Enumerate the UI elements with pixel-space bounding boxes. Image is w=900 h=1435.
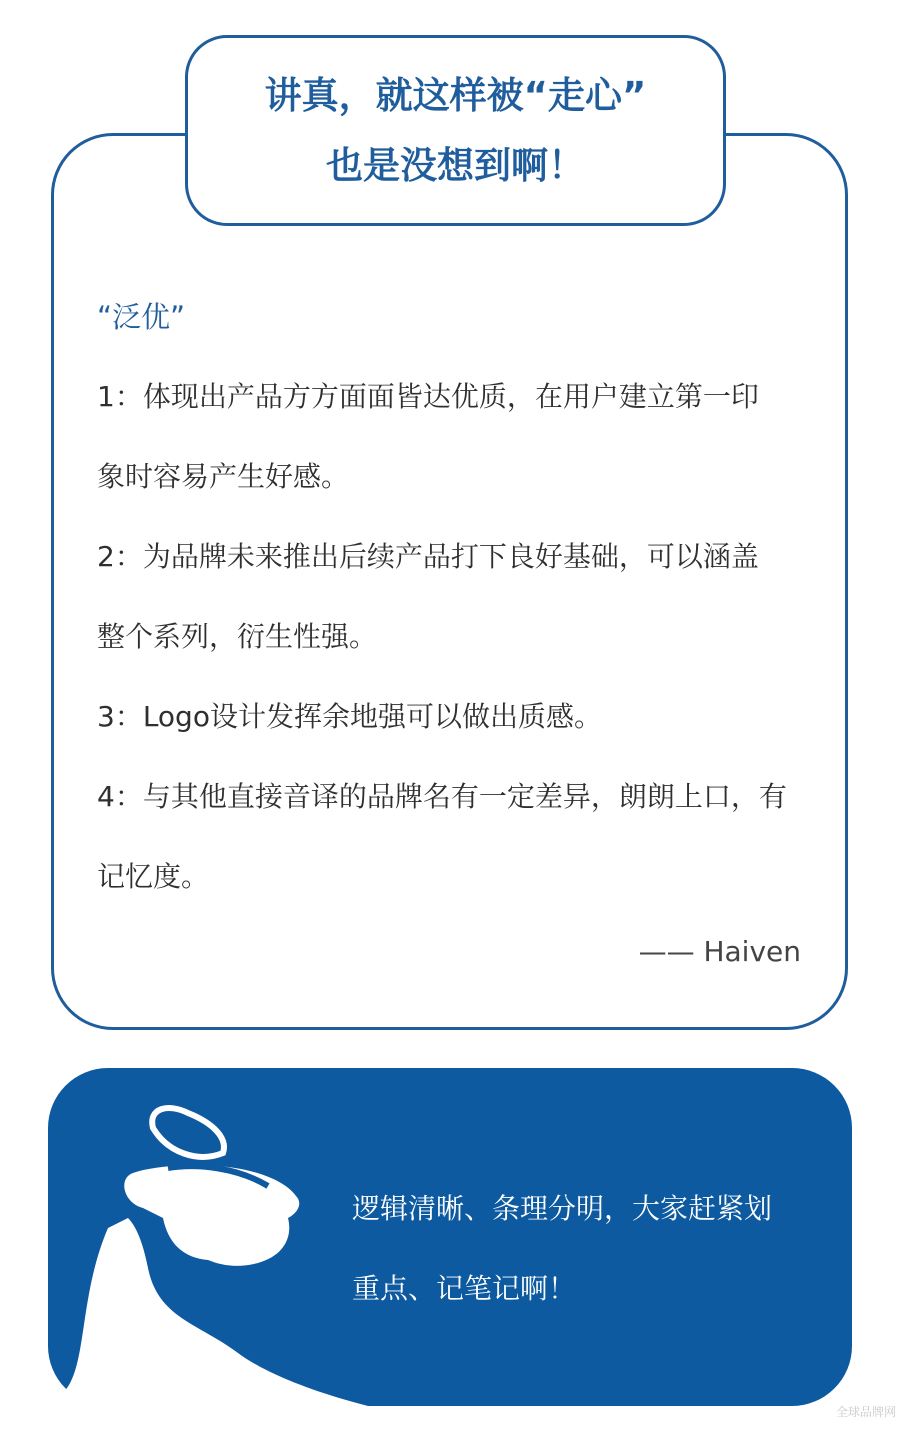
watermark: 全球品牌网 [836,1405,897,1419]
signature: —— Haiven [638,935,801,968]
paragraph-line: 记忆度。 [97,860,210,893]
paragraph-line: 象时容易产生好感。 [97,460,350,493]
banner-line-2: 重点、记笔记啊！ [352,1272,577,1305]
content-card [51,133,848,1030]
title-line-2: 也是没想到啊！ [326,143,585,187]
banner-line-1: 逻辑清晰、条理分明，大家赶紧划 [352,1192,773,1225]
paragraph-line: 1：体现出产品方方面面皆达优质，在用户建立第一印 [97,380,759,413]
paragraph-line: 2：为品牌未来推出后续产品打下良好基础，可以涵盖 [97,540,759,573]
pouring-jug-illustration [48,1068,852,1406]
jug-body-shape [124,1165,299,1266]
paragraph-line: 整个系列，衍生性强。 [97,620,378,653]
jug-lid-shape [152,1108,224,1157]
paragraph-line: 3：Logo设计发挥余地强可以做出质感。 [97,700,602,733]
card-label: “泛优” [97,300,186,334]
paragraph-line: 4：与其他直接音译的品牌名有一定差异，朗朗上口，有 [97,780,787,813]
title-line-1: 讲真，就这样被“走心” [264,73,647,117]
title-box [185,35,726,226]
